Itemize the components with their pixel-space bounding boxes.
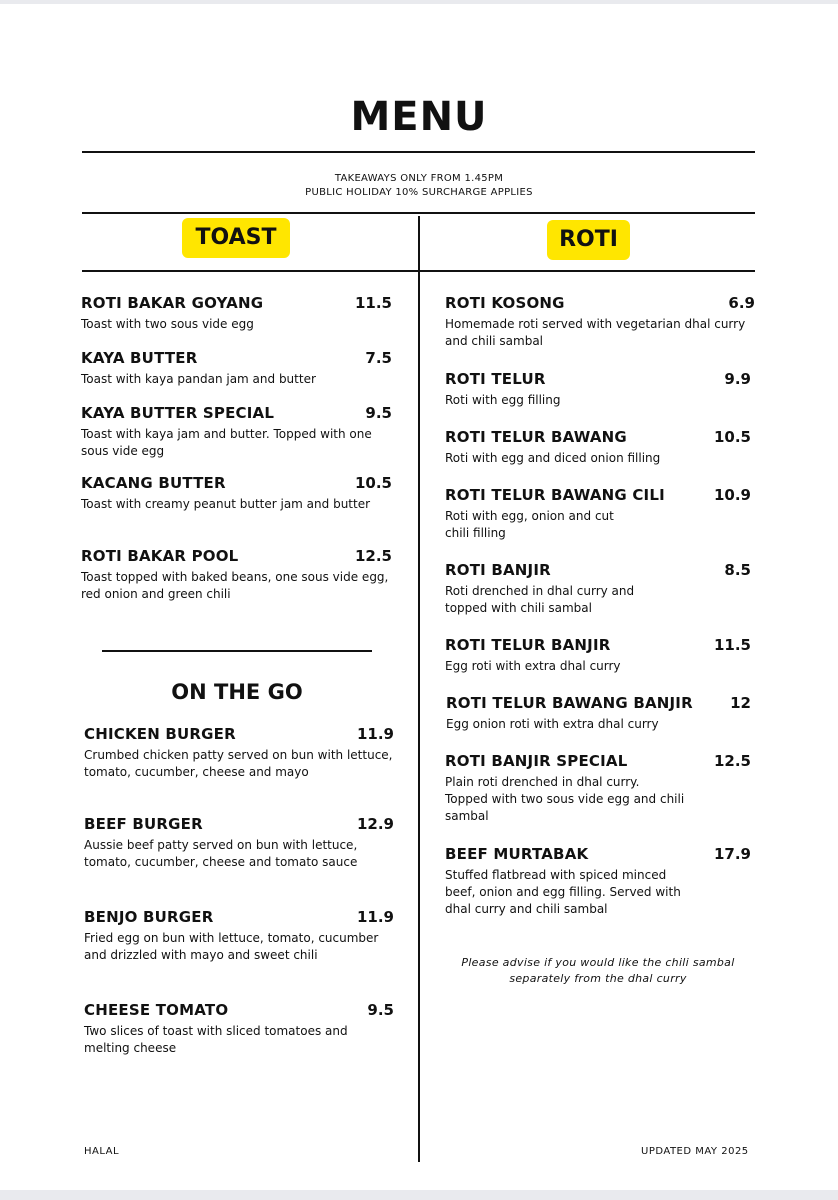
item-name: ROTI BANJIR SPECIAL (445, 752, 628, 770)
menu-item (446, 694, 751, 733)
item-description: Toast with kaya jam and butter. Topped with one sous vide egg (81, 427, 372, 458)
column-divider (418, 216, 420, 1162)
item-description: Egg roti with extra dhal curry (445, 659, 621, 673)
item-description: Aussie beef patty served on bun with lettuce, tomato, cucumber, cheese and tomato sauce (84, 838, 358, 869)
menu-item (81, 474, 392, 513)
item-price: 11.9 (356, 725, 394, 743)
menu-item (445, 636, 751, 675)
item-description: Roti with egg and diced onion filling (445, 451, 661, 465)
item-description: Crumbed chicken patty served on bun with lettuce, tomato, cucumber, cheese and mayo (84, 748, 393, 779)
item-name: ROTI TELUR (445, 370, 546, 388)
item-description: Roti with egg, onion and cut chili filling (445, 509, 614, 540)
item-description: Toast with kaya pandan jam and butter (81, 372, 316, 386)
item-name: KAYA BUTTER SPECIAL (81, 404, 275, 422)
item-price: 10.5 (354, 474, 392, 492)
item-price: 11.5 (354, 294, 392, 312)
menu-item (445, 845, 751, 918)
item-price: 12.5 (713, 752, 751, 770)
menu-item (445, 561, 751, 617)
item-description: Roti with egg filling (445, 393, 561, 407)
menu-item (445, 294, 755, 350)
section-divider (102, 650, 372, 652)
notice-surcharge: PUBLIC HOLIDAY 10% SURCHARGE APPLIES (305, 187, 533, 198)
menu-item (445, 428, 751, 467)
item-name: ROTI TELUR BAWANG CILI (445, 486, 665, 504)
item-name: CHICKEN BURGER (84, 725, 236, 743)
menu-item (445, 370, 751, 409)
item-description: Toast with two sous vide egg (81, 317, 254, 331)
menu-item (84, 815, 394, 871)
item-name: CHEESE TOMATO (84, 1001, 229, 1019)
item-price: 6.9 (728, 294, 755, 312)
item-price: 17.9 (713, 845, 751, 863)
item-price: 12.5 (354, 547, 392, 565)
toast-heading: TOAST (182, 218, 290, 258)
item-description: Toast with creamy peanut butter jam and butter (81, 497, 371, 511)
menu-item (445, 486, 751, 542)
item-name: ROTI BAKAR POOL (81, 547, 239, 565)
item-name: BEEF MURTABAK (445, 845, 589, 863)
item-price: 9.5 (367, 1001, 394, 1019)
notice-takeaway: TAKEAWAYS ONLY FROM 1.45PM (334, 173, 504, 184)
updated-date: UPDATED MAY 2025 (641, 1146, 749, 1157)
item-price: 12 (730, 694, 751, 712)
item-price: 10.9 (713, 486, 751, 504)
menu-item (81, 547, 392, 603)
item-description: Homemade roti served with vegetarian dhal curry and chili sambal (445, 317, 746, 348)
notice-divider (82, 212, 755, 214)
menu-item (84, 1001, 394, 1057)
menu-item (81, 349, 392, 388)
item-name: ROTI TELUR BAWANG (445, 428, 627, 446)
item-description: Egg onion roti with extra dhal curry (446, 717, 659, 731)
page-title: MENU (350, 94, 488, 140)
on-the-go-heading: ON THE GO (171, 680, 303, 704)
item-description: Two slices of toast with sliced tomatoes and melting cheese (84, 1024, 348, 1055)
item-price: 11.5 (713, 636, 751, 654)
menu-item (81, 294, 392, 333)
item-description: Roti drenched in dhal curry and topped with chili sambal (445, 584, 635, 615)
menu-page (0, 4, 838, 1190)
item-name: ROTI TELUR BANJIR (445, 636, 611, 654)
item-price: 12.9 (356, 815, 394, 833)
roti-heading: ROTI (547, 220, 630, 260)
chili-sambal-note: Please advise if you would like the chili sambal separately from the dhal curry (461, 956, 735, 985)
item-price: 11.9 (356, 908, 394, 926)
menu-item (81, 404, 392, 460)
item-name: ROTI KOSONG (445, 294, 565, 312)
menu-item (84, 725, 394, 781)
title-divider (82, 151, 755, 153)
item-description: Plain roti drenched in dhal curry. Topped with two sous vide egg and chili sambal (445, 775, 685, 823)
menu-item (445, 752, 751, 825)
item-name: BENJO BURGER (84, 908, 214, 926)
item-price: 10.5 (713, 428, 751, 446)
item-description: Stuffed flatbread with spiced minced beef, onion and egg filling. Served with dhal curry and chili sambal (445, 868, 681, 916)
halal-label: HALAL (84, 1146, 120, 1157)
item-name: ROTI TELUR BAWANG BANJIR (446, 694, 693, 712)
item-name: ROTI BAKAR GOYANG (81, 294, 264, 312)
item-price: 8.5 (724, 561, 751, 579)
item-price: 9.9 (724, 370, 751, 388)
item-name: ROTI BANJIR (445, 561, 551, 579)
item-description: Toast topped with baked beans, one sous vide egg, red onion and green chili (81, 570, 389, 601)
item-name: KAYA BUTTER (81, 349, 198, 367)
notice-block (0, 172, 838, 200)
item-price: 9.5 (365, 404, 392, 422)
item-description: Fried egg on bun with lettuce, tomato, cucumber and drizzled with mayo and sweet chili (84, 931, 379, 962)
item-price: 7.5 (365, 349, 392, 367)
heading-divider (82, 270, 755, 272)
item-name: BEEF BURGER (84, 815, 203, 833)
item-name: KACANG BUTTER (81, 474, 226, 492)
menu-item (84, 908, 394, 964)
